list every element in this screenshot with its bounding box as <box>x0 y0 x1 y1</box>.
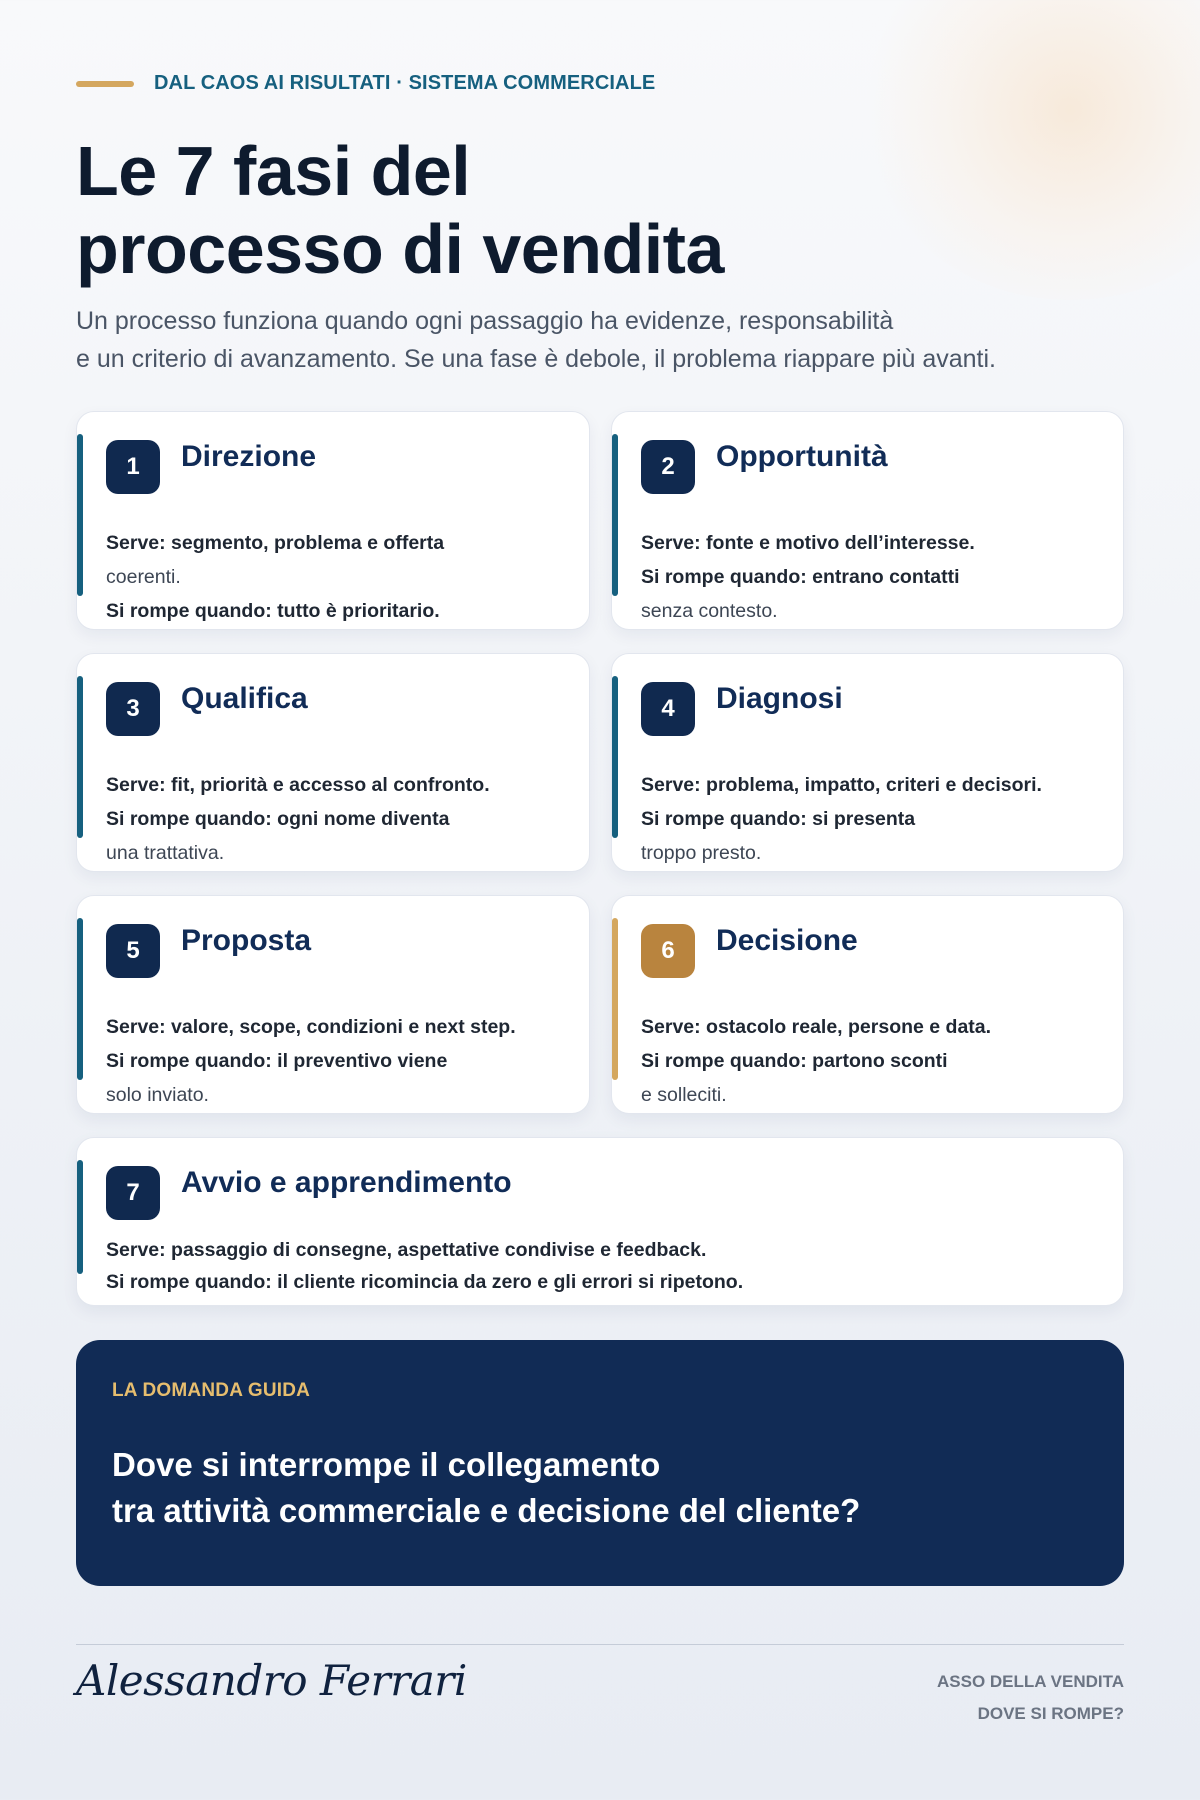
phase-body <box>106 1234 743 1298</box>
phase-break-cont: una trattativa. <box>106 842 225 864</box>
phase-serve-line: Serve: problema, impatto, criteri e decisori. <box>641 774 1042 796</box>
footer-note-line-2: DOVE SI ROMPE? <box>977 1704 1124 1723</box>
phase-title: Diagnosi <box>716 682 843 715</box>
phase-break-line: Si rompe quando: tutto è prioritario. <box>106 600 440 622</box>
guide-question-line-2: tra attività commerciale e decisione del cliente? <box>112 1492 861 1529</box>
phase-body <box>641 1010 991 1112</box>
phase-break-cont: solo inviato. <box>106 1084 209 1106</box>
phase-number-badge: 4 <box>641 682 695 736</box>
phase-serve-line: Serve: ostacolo reale, persone e data. <box>641 1016 992 1038</box>
phase-title: Opportunità <box>716 440 888 473</box>
phase-title: Proposta <box>181 924 312 957</box>
phase-break-cont: senza contesto. <box>641 600 778 622</box>
guide-question <box>112 1442 860 1534</box>
phase-number-badge: 2 <box>641 440 695 494</box>
guide-question-line-1: Dove si interrompe il collegamento <box>112 1446 661 1483</box>
phase-body <box>106 1010 516 1112</box>
phase-body <box>641 526 975 628</box>
phase-card-3 <box>76 653 590 872</box>
phase-card-7 <box>76 1137 1124 1306</box>
phase-serve-line: Serve: fonte e motivo dell’interesse. <box>641 532 975 554</box>
phase-card-5 <box>76 895 590 1114</box>
phase-title: Decisione <box>716 924 858 957</box>
phase-title: Qualifica <box>181 682 308 715</box>
kicker-text: DAL CAOS AI RISULTATI · SISTEMA COMMERCIALE <box>154 72 656 94</box>
phase-break-cont: e solleciti. <box>641 1084 727 1106</box>
footer-note <box>937 1666 1124 1730</box>
title-line-2: processo di vendita <box>76 210 724 288</box>
phase-card-6 <box>611 895 1124 1114</box>
phase-break-line: Si rompe quando: si presenta <box>641 808 916 830</box>
lead-line-2: e un criterio di avanzamento. Se una fase è debole, il problema riappare più avanti. <box>76 345 997 373</box>
phase-card-2 <box>611 411 1124 630</box>
phase-card-4 <box>611 653 1124 872</box>
card-accent-bar <box>77 918 83 1080</box>
phase-break-cont: troppo presto. <box>641 842 762 864</box>
card-accent-bar <box>77 1160 83 1274</box>
lead-paragraph <box>76 302 996 378</box>
author-signature: Alessandro Ferrari <box>76 1656 467 1705</box>
phase-body <box>106 526 444 628</box>
phase-number-badge: 7 <box>106 1166 160 1220</box>
phase-serve-cont: coerenti. <box>106 566 181 588</box>
kicker <box>76 72 655 95</box>
card-accent-bar <box>77 676 83 838</box>
phase-number-badge: 5 <box>106 924 160 978</box>
phase-serve-line: Serve: valore, scope, condizioni e next step. <box>106 1016 516 1038</box>
page-title <box>76 132 724 288</box>
phase-title: Direzione <box>181 440 317 473</box>
phase-title: Avvio e apprendimento <box>181 1166 512 1199</box>
guiding-question-panel <box>76 1340 1124 1586</box>
phase-number-badge: 3 <box>106 682 160 736</box>
card-accent-bar <box>612 676 618 838</box>
phase-card-1 <box>76 411 590 630</box>
footer-divider <box>76 1644 1124 1645</box>
phase-break-line: Si rompe quando: entrano contatti <box>641 566 960 588</box>
footer-note-line-1: ASSO DELLA VENDITA <box>936 1672 1124 1691</box>
phase-body <box>106 768 490 870</box>
phase-break-line: Si rompe quando: partono sconti <box>641 1050 948 1072</box>
guide-kicker: LA DOMANDA GUIDA <box>112 1380 311 1401</box>
phase-break-line: Si rompe quando: il cliente ricomincia da zero e gli errori si ripetono. <box>106 1271 744 1293</box>
phase-body <box>641 768 1042 870</box>
title-line-1: Le 7 fasi del <box>76 132 471 210</box>
card-accent-bar-highlight <box>612 918 618 1080</box>
phase-serve-line: Serve: passaggio di consegne, aspettative condivise e feedback. <box>106 1239 707 1261</box>
phase-number-badge: 1 <box>106 440 160 494</box>
phase-serve-line: Serve: segmento, problema e offerta <box>106 532 445 554</box>
card-accent-bar <box>77 434 83 596</box>
phase-break-line: Si rompe quando: ogni nome diventa <box>106 808 450 830</box>
card-accent-bar <box>612 434 618 596</box>
phase-number-badge-highlight: 6 <box>641 924 695 978</box>
kicker-accent-line <box>76 81 134 87</box>
lead-line-1: Un processo funziona quando ogni passaggio ha evidenze, responsabilità <box>76 307 894 335</box>
page <box>76 0 1124 1800</box>
phase-break-line: Si rompe quando: il preventivo viene <box>106 1050 448 1072</box>
phase-serve-line: Serve: fit, priorità e accesso al confronto. <box>106 774 490 796</box>
